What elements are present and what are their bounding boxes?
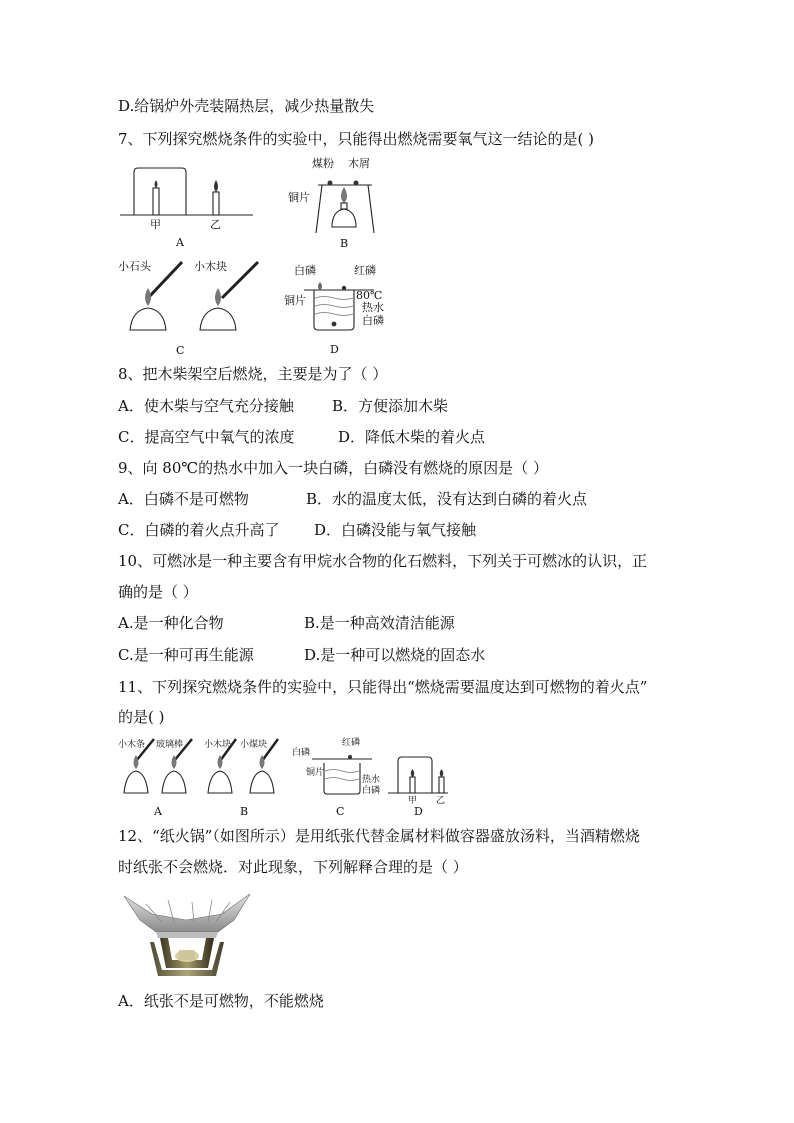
caption-a-11: A xyxy=(154,805,162,818)
q10-option-d[interactable]: D.是一种可以燃烧的固态水 xyxy=(304,646,486,664)
q10-option-b[interactable]: B.是一种高效清洁能源 xyxy=(304,614,455,632)
q11-figure-strip xyxy=(118,733,458,823)
q8-option-b[interactable]: B．方便添加木柴 xyxy=(332,397,449,415)
option-d-previous: D.给锅炉外壳装隔热层，减少热量散失 xyxy=(118,97,375,115)
label-tongpian: 铜片 xyxy=(288,191,310,204)
question-10-line2: 确的是（ ） xyxy=(118,583,198,601)
q7-figure-d xyxy=(284,262,394,357)
label-honglin-11: 红磷 xyxy=(342,738,361,748)
label-yi: 乙 xyxy=(210,218,221,231)
q10-option-a[interactable]: A.是一种化合物 xyxy=(118,614,224,632)
q8-option-c[interactable]: C．提高空气中氧气的浓度 xyxy=(118,428,295,446)
label-bailin-d: 白磷 xyxy=(362,314,384,327)
label-reshui-11: 热水 xyxy=(362,775,381,785)
q7-figure-c xyxy=(118,258,268,358)
q12-option-a[interactable]: A．纸张不是可燃物，不能燃烧 xyxy=(118,992,324,1010)
label-honglin: 红磷 xyxy=(354,264,376,277)
q8-option-d[interactable]: D．降低木柴的着火点 xyxy=(338,428,486,446)
question-12-line2: 时纸张不会燃烧．对此现象，下列解释合理的是（ ） xyxy=(118,858,468,876)
q7-figure-a xyxy=(118,160,258,250)
question-8: 8、把木柴架空后燃烧，主要是为了（ ） xyxy=(118,365,388,383)
q9-option-c[interactable]: C．白磷的着火点升高了 xyxy=(118,521,280,539)
q8-option-a[interactable]: A．使木柴与空气充分接触 xyxy=(118,397,294,415)
caption-c: C xyxy=(176,344,185,357)
q9-option-b[interactable]: B．水的温度太低，没有达到白磷的着火点 xyxy=(306,490,588,508)
label-xiaomukuai: 小木块 xyxy=(194,260,227,273)
label-jia: 甲 xyxy=(150,218,161,231)
question-12-line1: 12、“纸火锅”（如图所示）是用纸张代替金属材料做容器盛放汤料，当酒精燃烧 xyxy=(118,827,640,845)
label-temp: 80℃ xyxy=(356,289,383,302)
label-xiaomeikuai: 小煤块 xyxy=(240,740,268,750)
label-bolibang: 玻璃棒 xyxy=(156,740,184,750)
label-xiaoshitou: 小石头 xyxy=(118,260,151,273)
caption-d: D xyxy=(330,343,339,356)
label-muxie: 木屑 xyxy=(348,157,370,170)
question-11-line1: 11、下列探究燃烧条件的实验中，只能得出“燃烧需要温度达到可燃物的着火点” xyxy=(118,678,648,696)
label-meifen: 煤粉 xyxy=(312,157,334,170)
q9-option-d[interactable]: D．白磷没能与氧气接触 xyxy=(314,521,477,539)
label-jia-11: 甲 xyxy=(408,796,418,806)
label-tongpian-d: 铜片 xyxy=(284,294,306,307)
caption-a: A xyxy=(176,236,184,249)
caption-c-11: C xyxy=(336,805,345,818)
label-reshui: 热水 xyxy=(362,301,384,314)
caption-b-11: B xyxy=(240,805,249,818)
label-xiaomukuai-11: 小木块 xyxy=(204,740,232,750)
q7-figure-b xyxy=(288,155,388,250)
q10-option-c[interactable]: C.是一种可再生能源 xyxy=(118,646,254,664)
question-11-line2: 的是( ) xyxy=(118,708,165,726)
question-7: 7、下列探究燃烧条件的实验中，只能得出燃烧需要氧气这一结论的是( ) xyxy=(118,130,595,148)
label-yi-11: 乙 xyxy=(436,796,446,806)
caption-b: B xyxy=(340,237,349,250)
paper-hotpot-photo xyxy=(122,890,252,978)
label-bailin: 白磷 xyxy=(294,264,316,277)
question-10-line1: 10、可燃冰是一种主要含有甲烷水合物的化石燃料，下列关于可燃冰的认识，正 xyxy=(118,552,648,570)
label-bailin-11: 白磷 xyxy=(292,748,311,758)
label-bailin2-11: 白磷 xyxy=(362,786,381,796)
question-9: 9、向 80℃的热水中加入一块白磷，白磷没有燃烧的原因是（ ） xyxy=(118,459,548,477)
label-xiaomutiao: 小木条 xyxy=(118,740,146,750)
q9-option-a[interactable]: A．白磷不是可燃物 xyxy=(118,490,249,508)
label-tongpian-11: 铜片 xyxy=(306,768,325,778)
caption-d-11: D xyxy=(414,805,423,818)
